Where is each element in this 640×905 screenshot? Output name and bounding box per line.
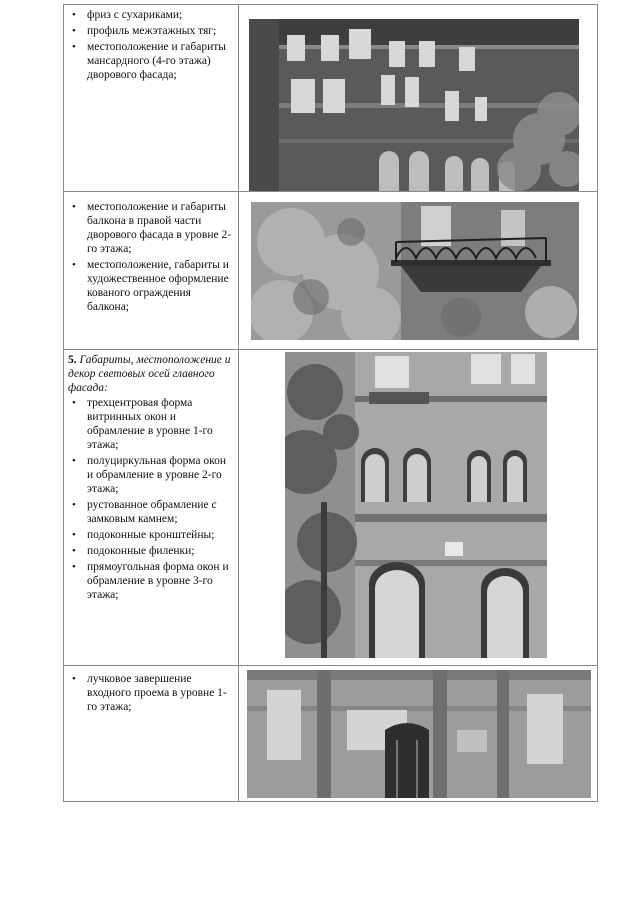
list-item: • фриз с сухариками; <box>72 8 234 22</box>
photo-cell <box>239 192 598 350</box>
features-cell <box>64 192 239 350</box>
list-item: • лучковое завершение входного проема в уровне 1-го этажа; <box>72 672 234 714</box>
section-heading <box>64 350 238 396</box>
photo-cell <box>239 5 598 192</box>
photo-cell <box>239 350 598 666</box>
list-item: • подоконные филенки; <box>72 544 234 558</box>
heritage-features-table <box>63 4 598 802</box>
list-item: • профиль межэтажных тяг; <box>72 24 234 38</box>
list-item: • полуциркульная форма окон и обрамление в уровне 2-го этажа; <box>72 454 234 496</box>
list-item: • местоположение и габариты балкона в правой части дворового фасада в уровне 2-го этажа; <box>72 200 234 256</box>
features-cell <box>64 5 239 192</box>
table-row <box>64 5 598 192</box>
table-row <box>64 192 598 350</box>
list-item: • подоконные кронштейны; <box>72 528 234 542</box>
photo-cell <box>239 666 598 802</box>
list-item: • местоположение, габариты и художественное оформление кованого ограждения балкона; <box>72 258 234 314</box>
list-item: • местоположение и габариты мансардного (4-го этажа) дворового фасада; <box>72 40 234 82</box>
features-cell <box>64 350 239 666</box>
table-row <box>64 666 598 802</box>
main-facade-photo <box>239 350 597 658</box>
list-item: • рустованное обрамление с замковым камнем; <box>72 498 234 526</box>
balcony-photo <box>239 192 597 340</box>
features-cell <box>64 666 239 802</box>
entrance-photo <box>239 666 597 798</box>
list-item: • прямоугольная форма окон и обрамление в уровне 3-го этажа; <box>72 560 234 602</box>
building-facade-photo <box>239 5 597 191</box>
feature-list <box>64 396 238 606</box>
feature-list <box>64 192 238 318</box>
list-item: • трехцентровая форма витринных окон и обрамление в уровне 1-го этажа; <box>72 396 234 452</box>
table-row <box>64 350 598 666</box>
heading-number: 5. <box>68 354 77 366</box>
heading-text: Габариты, местоположение и декор световых осей главного фасада: <box>68 354 231 394</box>
feature-list <box>64 666 238 718</box>
feature-list <box>64 5 238 86</box>
